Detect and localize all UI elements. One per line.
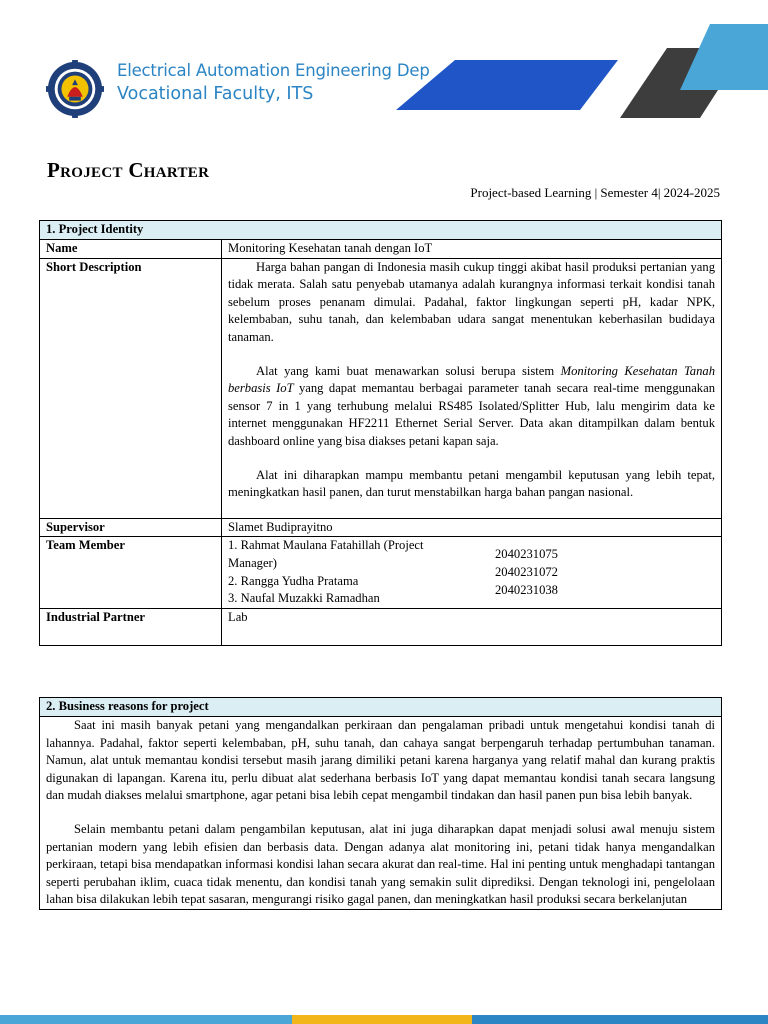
- short-description-value: [222, 258, 722, 518]
- short-description-paragraph: Alat ini diharapkan mampu membantu petani mengambil keputusan yang lebih tepat, meningkatkan hasil panen, dan turut menstabilkan harga bahan pangan nasional.: [228, 467, 715, 500]
- member-name: 2. Rangga Yudha Pratama: [228, 573, 359, 588]
- project-identity-table: [39, 220, 722, 646]
- industrial-partner-label: Industrial Partner: [40, 608, 222, 645]
- business-reasons-table: [39, 697, 722, 910]
- section-heading-business-reasons: 2. Business reasons for project: [40, 698, 722, 717]
- table-row: [40, 518, 722, 537]
- department-name: Electrical Automation Engineering Dep: [117, 61, 430, 80]
- name-value: Monitoring Kesehatan tanah dengan IoT: [222, 240, 722, 259]
- table-row: [40, 717, 722, 910]
- section-heading-project-identity: 1. Project Identity: [40, 221, 722, 240]
- table-row: [40, 240, 722, 259]
- footer-bar: [0, 1015, 768, 1024]
- team-member-value: [222, 537, 722, 608]
- member-id: 2040231038: [495, 582, 558, 597]
- document-title: Project Charter: [47, 158, 210, 182]
- industrial-partner-value: Lab: [222, 608, 722, 645]
- emphasized-text: Monitoring Kesehatan Tanah berbasis IoT: [228, 363, 715, 396]
- team-member-label: Team Member: [40, 537, 222, 608]
- header-decoration: [0, 0, 768, 135]
- table-row: [40, 537, 722, 608]
- short-description-label: Short Description: [40, 258, 222, 518]
- table-row: [40, 258, 722, 518]
- member-name: 1. Rahmat Maulana Fatahillah (Project Manager): [228, 538, 424, 570]
- faculty-name: Vocational Faculty, ITS: [117, 84, 314, 104]
- letterhead: [0, 0, 768, 135]
- member-id: 2040231072: [495, 564, 558, 579]
- short-description-paragraph: Harga bahan pangan di Indonesia masih cukup tinggi akibat hasil produksi pertanian yang tidak merata. Salah satu penyebab utamanya adalah kurangnya informasi terkait kondisi tanah sebelum proses penanam dimulai. Padahal, faktor lingkungan seperti pH, kadar NPK, kelembaban, suhu tanah, dan kelembaban udara sangat menentukan keberhasilan budidaya tanaman.: [228, 259, 715, 344]
- member-name: 3. Naufal Muzakki Ramadhan: [228, 591, 380, 606]
- business-reason-paragraph: Saat ini masih banyak petani yang mengandalkan perkiraan dan pengalaman pribadi untuk mengetahui kondisi tanah di lahannya. Padahal, faktor seperti kelembaban, pH, suhu tanah, dan cahaya sangat berpengaruh terhadap pertumbuhan tanaman. Namun, alat untuk memantau kondisi tersebut masih jarang dimiliki petani karena harganya yang relatif mahal dan kurang praktis digunakan di lapangan. Karena itu, perlu dibuat alat sederhana berbasis IoT yang dapat memantau kondisi tanah secara langsung dan mudah diakses melalui smartphone, agar petani bisa lebih cepat mengambil tindakan dan hasil panen pun bisa lebih banyak.: [46, 718, 715, 803]
- document-subtitle: Project-based Learning | Semester 4| 2024-2025: [470, 185, 720, 200]
- member-id: 2040231075: [495, 547, 558, 562]
- business-reasons-body: [40, 717, 722, 910]
- table-row: [40, 608, 722, 645]
- text-span: Alat yang kami buat menawarkan solusi berupa sistem: [256, 363, 561, 378]
- supervisor-value: Slamet Budiprayitno: [222, 518, 722, 537]
- business-reason-paragraph: Selain membantu petani dalam pengambilan keputusan, alat ini juga diharapkan dapat menjadi solusi awal menuju sistem pertanian modern yang lebih efisien dan berbasis data. Dengan adanya alat monitoring ini, petani tidak hanya mengandalkan perkiraan, tetapi bisa mendapatkan informasi kondisi lahan secara akurat dan real-time. Hal ini penting untuk menghadapi tantangan seperti perubahan iklim, cuaca tidak menentu, dan kondisi tanah yang semakin sulit diprediksi. Dengan teknologi ini, pengelolaan lahan bisa dilakukan lebih tepat sasaran, mengurangi risiko gagal panen, dan meningkatkan hasil produksi secara berkelanjutan: [46, 821, 715, 907]
- text-span: yang dapat memantau berbagai parameter tanah secara real-time menggunakan sensor 7 in 1 yang terhubung melalui RS485 Isolated/Splitter Hub, lalu mengirim data ke internet menggunakan HF2211 Ethernet Serial Server. Data akan ditampilkan dalam bentuk dashboard online yang bisa diakses petani kapan saja.: [228, 381, 715, 448]
- name-label: Name: [40, 240, 222, 259]
- short-description-paragraph: [228, 363, 715, 451]
- supervisor-label: Supervisor: [40, 518, 222, 537]
